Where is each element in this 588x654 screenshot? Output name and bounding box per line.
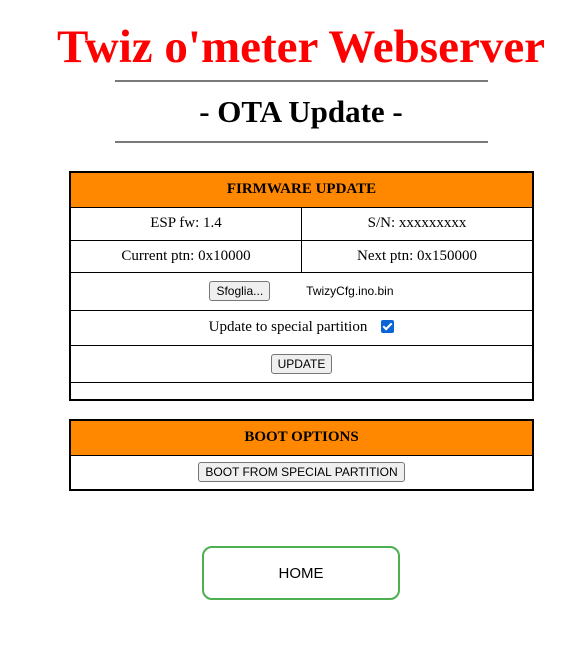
- home-button-label: HOME: [278, 564, 324, 582]
- update-row: [70, 345, 533, 382]
- browse-button[interactable]: Sfoglia...: [209, 281, 270, 301]
- home-button[interactable]: [202, 546, 400, 600]
- firmware-update-header: FIRMWARE UPDATE: [70, 172, 533, 207]
- current-partition: Current ptn: 0x10000: [70, 240, 302, 272]
- selected-file-name: TwizyCfg.ino.bin: [306, 284, 394, 298]
- firmware-update-panel: [69, 171, 534, 401]
- top-divider: [115, 80, 488, 82]
- update-button[interactable]: UPDATE: [271, 354, 333, 374]
- next-partition: Next ptn: 0x150000: [302, 240, 534, 272]
- serial-number: S/N: xxxxxxxxx: [302, 207, 534, 240]
- app-title: Twiz o'meter Webserver: [56, 21, 546, 73]
- boot-special-partition-button[interactable]: BOOT FROM SPECIAL PARTITION: [198, 462, 404, 482]
- page-title: - OTA Update -: [199, 94, 403, 129]
- special-partition-label: Update to special partition: [208, 319, 368, 335]
- special-partition-row: [70, 310, 533, 345]
- empty-row: [70, 382, 533, 400]
- bottom-divider: [115, 141, 488, 143]
- file-picker-row: [70, 272, 533, 310]
- special-partition-checkbox[interactable]: [381, 320, 394, 333]
- esp-fw-version: ESP fw: 1.4: [70, 207, 302, 240]
- boot-options-header: BOOT OPTIONS: [70, 420, 533, 455]
- boot-special-row: [70, 455, 533, 490]
- boot-options-panel: [69, 419, 534, 491]
